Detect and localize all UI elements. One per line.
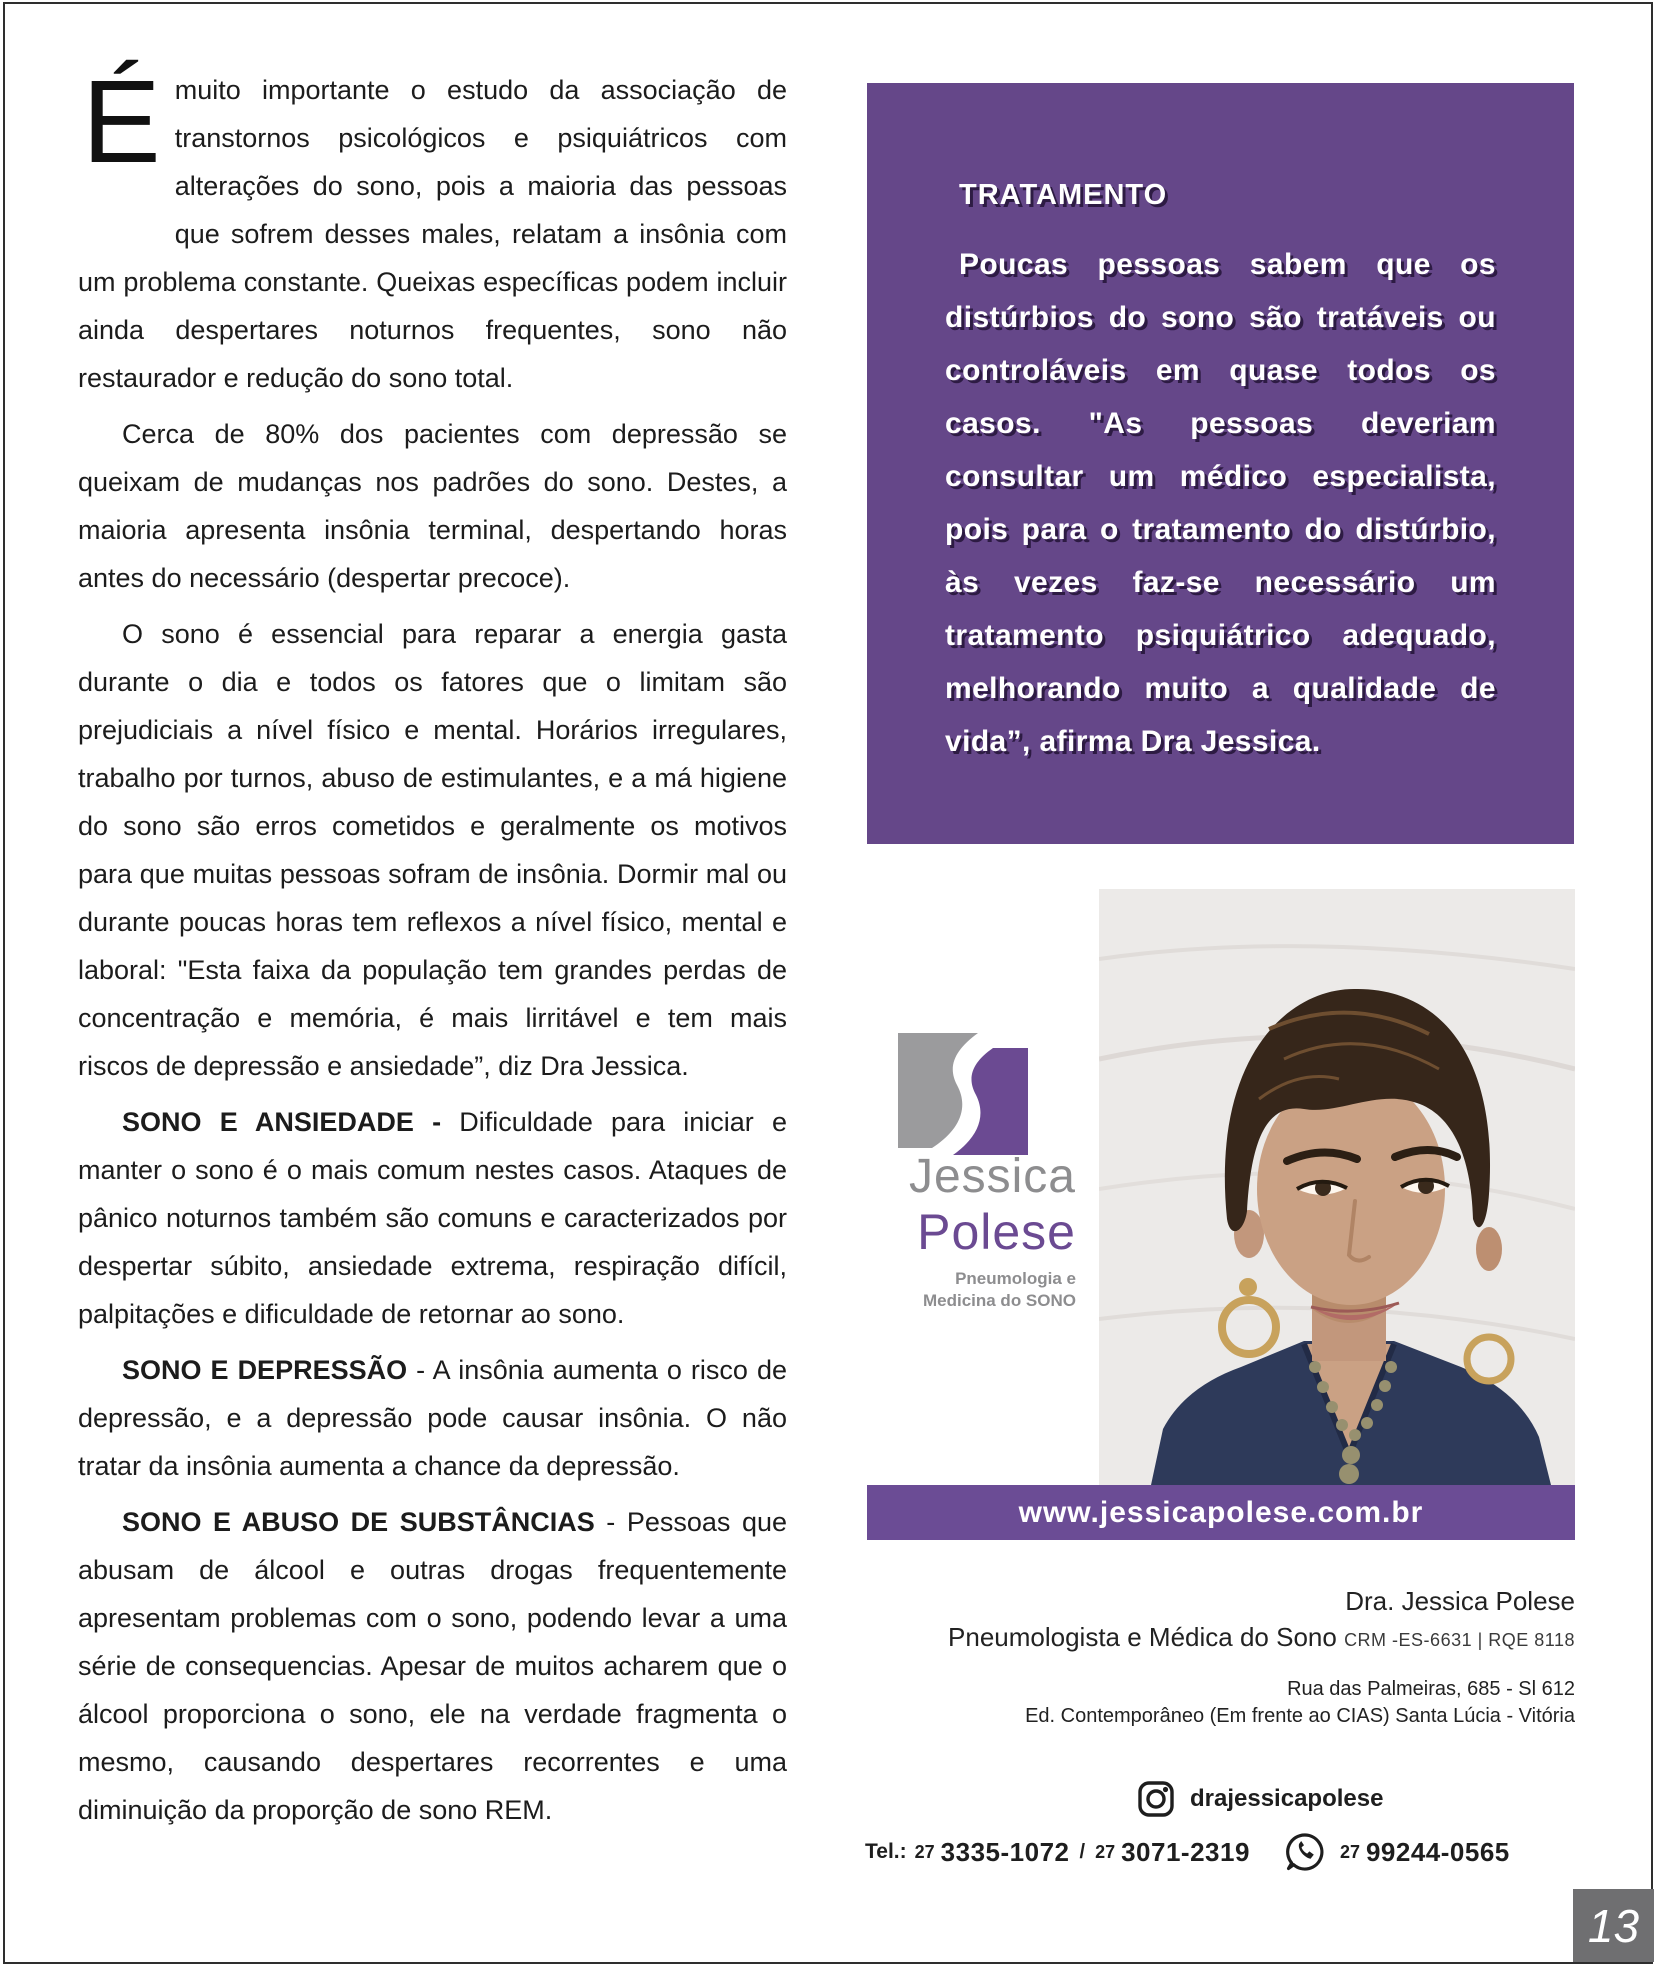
doctor-photo xyxy=(1099,889,1575,1485)
paragraph xyxy=(78,1498,787,1834)
website-banner[interactable] xyxy=(867,1485,1575,1540)
doctor-portrait-illustration xyxy=(1099,889,1575,1485)
drop-cap: É xyxy=(82,56,161,188)
doctor-specialty: Pneumologista e Médica do Sono xyxy=(948,1622,1337,1652)
paragraph-text: O sono é essencial para reparar a energia gasta durante o dia e todos os fatores que o limitam são prejudiciais a nível físico e mental. Horários irregulares, trabalho por turnos, abuso de estimulantes, e a má higiene do sono são erros cometidos e geralmente os motivos para que muitas pessoas sofram de insônia. Dormir mal ou durante poucas horas tem reflexos a nível físico, mental e laboral: "Esta faixa da população tem grandes perdas de concentração e memória, é mais lirritável e tem mais riscos de depressão e ansiedade”, diz Dra Jessica. xyxy=(78,619,787,1081)
paragraph-text: Dificuldade para iniciar e manter o sono é o mais comum nestes casos. Ataques de pânico noturnos também são comuns e caracterizados por despertar súbito, ansiedade extrema, respiração difícil, palpitações e dificuldade de retornar ao sono. xyxy=(78,1107,787,1329)
logo-subtitle-line1: Pneumologia e xyxy=(955,1269,1076,1288)
whatsapp-number[interactable]: 99244-0565 xyxy=(1365,1836,1510,1867)
tel-label: Tel.: xyxy=(865,1840,907,1863)
phone-row xyxy=(865,1831,1565,1873)
article-column xyxy=(78,56,787,1842)
paragraph xyxy=(78,1098,787,1338)
tel1-number[interactable]: 3335-1072 xyxy=(940,1836,1070,1867)
doctor-registry: CRM -ES-6631 | RQE 8118 xyxy=(1344,1630,1575,1650)
address-line2: Ed. Contemporâneo (Em frente ao CIAS) Santa Lúcia - Vitória xyxy=(1025,1705,1575,1727)
paragraph-lead: SONO E ANSIEDADE - xyxy=(122,1107,460,1137)
page-number-badge xyxy=(1573,1889,1654,1962)
paragraph xyxy=(78,1346,787,1490)
address-line1: Rua das Palmeiras, 685 - Sl 612 xyxy=(1287,1678,1575,1700)
paragraph-text: - Pessoas que abusam de álcool e outras drogas frequentemente apresentam problemas com o sono, podendo levar a uma série de consequencias. Apesar de muitos acharem que o álcool proporciona o sono, ele na verdade fragmenta o mesmo, causando despertares recorrentes e uma diminuição da proporção de sono REM. xyxy=(78,1507,787,1825)
tel2-prefix: 27 xyxy=(1095,1841,1116,1862)
treatment-body: Poucas pessoas sabem que os distúrbios do sono são tratáveis ou controláveis em quase todos os casos. "As pessoas deveriam consultar um médico especialista, pois para o tratamento do distúrbio, às vezes faz-se necessário um tratamento psiquiátrico adequado, melhorando muito a qualidade de vida”, afirma Dra Jessica. xyxy=(945,248,1496,758)
tel-separator: / xyxy=(1079,1840,1086,1863)
logo-name-line1: Jessica xyxy=(908,1150,1076,1203)
treatment-title: TRATAMENTO xyxy=(959,179,1168,211)
tel2-number[interactable]: 3071-2319 xyxy=(1121,1836,1250,1867)
paragraph-lead: SONO E ABUSO DE SUBSTÂNCIAS xyxy=(122,1507,595,1537)
instagram-row[interactable] xyxy=(1136,1779,1383,1819)
paragraph xyxy=(78,410,787,602)
clinic-logo xyxy=(856,1150,1076,1312)
logo-subtitle-line2: Medicina do SONO xyxy=(922,1291,1076,1310)
address-block xyxy=(1025,1676,1575,1730)
instagram-icon xyxy=(1136,1779,1176,1819)
website-url[interactable]: www.jessicapolese.com.br xyxy=(1018,1495,1424,1529)
tel1-prefix: 27 xyxy=(914,1841,935,1862)
paragraph-lead: SONO E DEPRESSÃO xyxy=(122,1355,408,1385)
paragraph xyxy=(78,56,787,402)
page-number: 13 xyxy=(1587,1899,1640,1952)
paragraph xyxy=(78,610,787,1090)
paragraph-text: muito importante o estudo da associação de transtornos psicológicos e psiquiátricos com alterações do sono, pois a maioria das pessoas que sofrem desses males, relatam a insônia com um problema constante. Queixas específicas podem incluir ainda despertares noturnos frequentes, sono não restaurador e redução do sono total. xyxy=(78,75,787,393)
treatment-box xyxy=(867,83,1574,844)
instagram-handle[interactable]: drajessicapolese xyxy=(1190,1785,1384,1812)
logo-name-line2: Polese xyxy=(917,1204,1076,1260)
doctor-identity xyxy=(948,1583,1575,1658)
whatsapp-icon xyxy=(1284,1831,1326,1873)
whatsapp-prefix: 27 xyxy=(1339,1841,1360,1862)
paragraph-text: - A insônia aumenta o risco de depressão, e a depressão pode causar insônia. O não tratar da insônia aumenta a chance da depressão. xyxy=(78,1355,787,1481)
doctor-name: Dra. Jessica Polese xyxy=(1345,1586,1575,1616)
clinic-logo-icon xyxy=(898,1033,1028,1155)
paragraph-text: Cerca de 80% dos pacientes com depressão se queixam de mudanças nos padrões do sono. Destes, a maioria apresenta insônia terminal, despertando horas antes do necessário (despertar precoce). xyxy=(78,419,787,593)
